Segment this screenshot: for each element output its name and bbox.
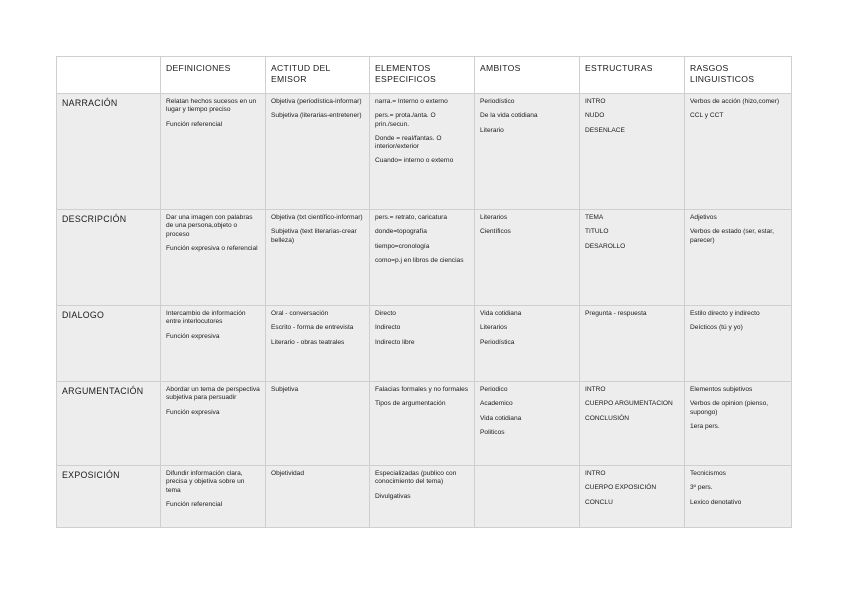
table-row: [57, 466, 792, 528]
cell-paragraph: Intercambio de información entre interlocutores: [166, 310, 246, 326]
cell-paragraph: 1era pers.: [690, 422, 720, 430]
header-cell-elementos-especificos: ELEMENTOS ESPECIFICOS: [370, 57, 475, 94]
cell-paragraph: Subjetiva: [271, 386, 299, 393]
cell-paragraph: Función referencial: [166, 500, 223, 508]
cell-paragraph: Verbos de opinion (pienso, supongo): [690, 400, 769, 416]
row-label: NARRACIÓN: [57, 94, 161, 210]
cell-paragraph: Cuando= interno o externo: [375, 157, 454, 165]
cell-definiciones: [161, 94, 266, 210]
table-row: [57, 306, 792, 382]
row-label: EXPOSICIÓN: [57, 466, 161, 528]
cell-paragraph: Periodística: [480, 338, 515, 346]
cell-paragraph: Oral - conversación: [271, 310, 329, 317]
cell-paragraph: Divulgativas: [375, 492, 411, 500]
cell-paragraph: Científicos: [480, 228, 511, 236]
cell-paragraph: Lexico denotativo: [690, 498, 742, 506]
cell-paragraph: Especializadas (publico con conocimiento del tema): [375, 470, 457, 486]
cell-paragraph: tiempo=cronología: [375, 242, 430, 250]
cell-paragraph: Tipos de argumentación: [375, 400, 446, 408]
cell-paragraph: Vida cotidiana: [480, 310, 522, 317]
cell-paragraph: Directo: [375, 310, 396, 317]
cell-paragraph: Objetiva (periodística-informar): [271, 98, 362, 105]
cell-paragraph: Función referencial: [166, 120, 223, 128]
cell-paragraph: narra.= Interno o externo: [375, 98, 448, 105]
header-cell-rasgos-linguisticos: RASGOS LINGUISTICOS: [685, 57, 792, 94]
table-row: [57, 210, 792, 306]
cell-paragraph: Deícticos (tú y yo): [690, 324, 743, 332]
cell-paragraph: Función expresiva: [166, 332, 220, 340]
cell-ambitos: [475, 382, 580, 466]
cell-paragraph: Academico: [480, 400, 513, 408]
cell-paragraph: Periodico: [480, 386, 508, 393]
cell-ambitos: [475, 306, 580, 382]
cell-paragraph: Escrito - forma de entrevista: [271, 324, 354, 332]
cell-rasgos-linguisticos: [685, 466, 792, 528]
text-types-table: [56, 56, 792, 528]
cell-paragraph: CONCLU: [585, 498, 613, 506]
cell-actitud-del-emisor: [266, 382, 370, 466]
cell-paragraph: INTRO: [585, 470, 606, 477]
cell-paragraph: 3º pers.: [690, 484, 713, 492]
cell-paragraph: Función expresiva o referencial: [166, 244, 258, 252]
cell-ambitos: [475, 94, 580, 210]
cell-definiciones: [161, 210, 266, 306]
cell-actitud-del-emisor: [266, 466, 370, 528]
cell-paragraph: Estilo directo y indirecto: [690, 310, 760, 317]
cell-paragraph: Tecnicismos: [690, 470, 726, 477]
header-row: [57, 57, 792, 94]
header-cell-empty: [57, 57, 161, 94]
cell-paragraph: Subjetiva (text literarias-crear belleza): [271, 228, 357, 244]
cell-paragraph: Verbos de estado (ser, estar, parecer): [690, 228, 774, 244]
cell-paragraph: CCL y CCT: [690, 112, 724, 120]
cell-paragraph: Abordar un tema de perspectiva subjetiva para persuadir: [166, 386, 260, 402]
header-cell-estructuras: ESTRUCTURAS: [580, 57, 685, 94]
cell-paragraph: Vida cotidiana: [480, 414, 522, 422]
cell-paragraph: CUERPO ARGUMENTACION: [585, 400, 673, 408]
cell-paragraph: Literario: [480, 126, 504, 134]
cell-ambitos: [475, 210, 580, 306]
cell-rasgos-linguisticos: [685, 306, 792, 382]
cell-paragraph: De la vida cotidiana: [480, 112, 538, 120]
cell-paragraph: Difundir información clara, precisa y objetiva sobre un tema: [166, 470, 245, 494]
header-cell-definiciones: DEFINICIONES: [161, 57, 266, 94]
cell-paragraph: Donde = real/fantas. O interior/exterior: [375, 134, 442, 151]
cell-paragraph: DESAROLLO: [585, 242, 626, 250]
cell-paragraph: Politicos: [480, 428, 505, 436]
cell-paragraph: Indirecto: [375, 324, 401, 332]
cell-rasgos-linguisticos: [685, 210, 792, 306]
cell-rasgos-linguisticos: [685, 94, 792, 210]
cell-elementos-especificos: [370, 466, 475, 528]
cell-paragraph: DESENLACE: [585, 126, 625, 134]
cell-rasgos-linguisticos: [685, 382, 792, 466]
cell-paragraph: Falacias formales y no formales: [375, 386, 469, 393]
cell-definiciones: [161, 306, 266, 382]
cell-estructuras: [580, 306, 685, 382]
cell-paragraph: Pregunta - respuesta: [585, 310, 647, 317]
cell-paragraph: Función expresiva: [166, 408, 220, 416]
cell-paragraph: como=p.j en libros de ciencias: [375, 256, 464, 264]
cell-paragraph: Objetiva (txt científico-informar): [271, 214, 363, 221]
cell-paragraph: CUERPO EXPOSICIÓN: [585, 484, 657, 492]
cell-elementos-especificos: [370, 210, 475, 306]
row-label: DESCRIPCIÓN: [57, 210, 161, 306]
cell-actitud-del-emisor: [266, 210, 370, 306]
table-body: [57, 94, 792, 528]
cell-estructuras: [580, 94, 685, 210]
table-row: [57, 382, 792, 466]
cell-definiciones: [161, 382, 266, 466]
cell-paragraph: Periodístico: [480, 98, 515, 105]
cell-elementos-especificos: [370, 94, 475, 210]
cell-paragraph: Literarios: [480, 214, 508, 221]
cell-definiciones: [161, 466, 266, 528]
cell-paragraph: Subjetiva (literarias-entretener): [271, 112, 362, 120]
cell-elementos-especificos: [370, 382, 475, 466]
cell-paragraph: TITULO: [585, 228, 609, 236]
cell-estructuras: [580, 382, 685, 466]
cell-paragraph: Literario - obras teatrales: [271, 338, 345, 346]
cell-paragraph: NUDO: [585, 112, 605, 120]
table-row: [57, 94, 792, 210]
cell-paragraph: INTRO: [585, 98, 606, 105]
cell-paragraph: Relatan hechos sucesos en un lugar y tiempo preciso: [166, 98, 257, 114]
cell-actitud-del-emisor: [266, 306, 370, 382]
cell-elementos-especificos: [370, 306, 475, 382]
cell-paragraph: Objetividad: [271, 470, 304, 477]
cell-paragraph: Literarios: [480, 324, 508, 332]
row-label: ARGUMENTACIÓN: [57, 382, 161, 466]
cell-paragraph: CONCLUSIÓN: [585, 414, 629, 422]
cell-paragraph: TEMA: [585, 214, 604, 221]
cell-paragraph: pers.= prota./anta. O prin./secun.: [375, 112, 436, 128]
cell-paragraph: Elementos subjetivos: [690, 386, 753, 393]
cell-paragraph: Indirecto libre: [375, 338, 415, 346]
cell-paragraph: Dar una imagen con palabras de una persona,objeto o proceso: [166, 214, 253, 238]
header-cell-actitud-del-emisor: ACTITUD DEL EMISOR: [266, 57, 370, 94]
row-label: DIALOGO: [57, 306, 161, 382]
cell-paragraph: pers.= retrato, caricatura: [375, 214, 448, 221]
cell-paragraph: donde=topografía: [375, 228, 427, 236]
cell-paragraph: Verbos de acción (hizo,comer): [690, 98, 780, 105]
header-cell-ambitos: AMBITOS: [475, 57, 580, 94]
cell-ambitos: [475, 466, 580, 528]
cell-actitud-del-emisor: [266, 94, 370, 210]
cell-paragraph: Adjetivos: [690, 214, 717, 221]
cell-estructuras: [580, 210, 685, 306]
cell-paragraph: INTRO: [585, 386, 606, 393]
cell-estructuras: [580, 466, 685, 528]
